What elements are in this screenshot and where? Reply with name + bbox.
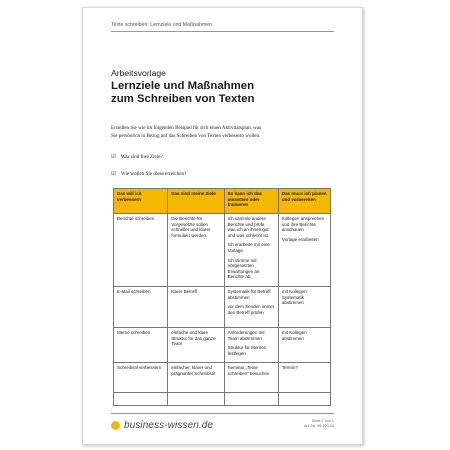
column-header: Das will ich verbessern (114, 189, 168, 214)
table-cell (168, 393, 224, 406)
brand-logo (111, 420, 213, 431)
cell-paragraph: Struktur für Memos festlegen (227, 345, 266, 356)
cell-paragraph: Termin? (281, 365, 298, 371)
cell-paragraph: Ich erarbeite mir eine Vorlage. (227, 242, 270, 253)
table-cell: Berichte schreiben (114, 214, 168, 287)
cell-paragraph: Systematik für Betreff abstimmen (227, 289, 271, 300)
cell-paragraph: Ich sammle andere Berichte und prüfe, was ich an ihnen gut und was schlecht ist. (227, 216, 270, 238)
document-title (111, 80, 351, 106)
question-item (111, 154, 163, 160)
table-cell: Schreibstil verbessern (114, 363, 168, 393)
table-cell (224, 393, 278, 406)
activity-plan-table (113, 188, 331, 406)
checked-box-icon: ☑ (111, 171, 116, 177)
table-cell (278, 328, 330, 363)
table-cell (278, 393, 330, 406)
cell-paragraph: mit Kollegen Systematik abstimmen (281, 289, 307, 306)
intro-line-2: Sie persönlich in Bezug auf das Schreiben von Texten verbessern wollen. (111, 133, 261, 140)
running-header: Texte schreiben: Lernziele und Maßnahmen (111, 22, 212, 28)
page-meta (304, 419, 334, 429)
table-cell (278, 287, 330, 328)
cell-paragraph: Vorlage erarbeiten (281, 236, 319, 242)
cell-paragraph: mit Kollegen abstimmen (281, 330, 307, 341)
logo-text: business-wissen.de (124, 420, 214, 431)
table-row (114, 214, 331, 287)
cell-paragraph: Seminar „Texte schreiben“ besuchen (227, 365, 270, 376)
title-line-2: zum Schreiben von Texten (111, 93, 255, 105)
document-page (82, 7, 363, 445)
table-cell (224, 363, 278, 393)
question-text: Wie wollen Sie diese erreichen? (120, 171, 187, 177)
table-cell: einfacher, klarer und prägnanter Schreibstil (168, 363, 224, 393)
table-cell (224, 214, 278, 287)
table-header-row (114, 189, 331, 214)
title-line-1: Lernziele und Maßnahmen (111, 80, 255, 92)
table-cell: E-Mail schreiben (114, 287, 168, 328)
document-label: Arbeitsvorlage (111, 68, 166, 78)
table-cell (224, 287, 278, 328)
table-row-empty (114, 393, 331, 406)
page-number: Seite 1 von 1 (311, 419, 334, 423)
intro-text (111, 124, 341, 141)
table-row (114, 287, 331, 328)
cell-paragraph: Ich stimme mit Vorgesetzten Erwartungen an Berichte ab. (227, 257, 260, 280)
header-divider (111, 31, 334, 32)
checked-box-icon: ☑ (111, 154, 116, 160)
table-cell (278, 363, 330, 393)
table-row (114, 328, 331, 363)
intro-line-1: Erstellen Sie wie im folgenden Beispiel für sich einen Aktivitätsplan, was (111, 125, 262, 131)
table-cell (114, 393, 168, 406)
cell-paragraph: Kollegen ansprechen und ihre Berichte anschauen (281, 216, 325, 233)
orange-dot-icon (111, 421, 120, 430)
table-cell: Die Berichte für Vorgesetzte sollen schneller und klarer formuliert werden. (168, 214, 224, 287)
question-item (111, 171, 186, 177)
table-cell (278, 214, 330, 287)
cell-paragraph: vor dem Senden immer den Betreff prüfen (227, 304, 275, 315)
footer-divider (111, 413, 334, 414)
table-row (114, 363, 331, 393)
question-text: Was sind Ihre Ziele? (120, 154, 163, 160)
table-cell: einfache und klare Struktur für das ganze Team (168, 328, 224, 363)
table-cell: Memo schreiben (114, 328, 168, 363)
column-header: So kann ich das umsetzen oder trainieren (224, 189, 278, 214)
column-header: Das muss ich planen und vorbereiten (278, 189, 330, 214)
column-header: Das sind meine Ziele (168, 189, 224, 214)
cell-paragraph: Anforderungen mit Team abstimmen (227, 330, 265, 341)
table-cell (224, 328, 278, 363)
article-number: Art.-Nr. 99.100.04 (304, 424, 334, 428)
table-cell: klarer Betreff (168, 287, 224, 328)
